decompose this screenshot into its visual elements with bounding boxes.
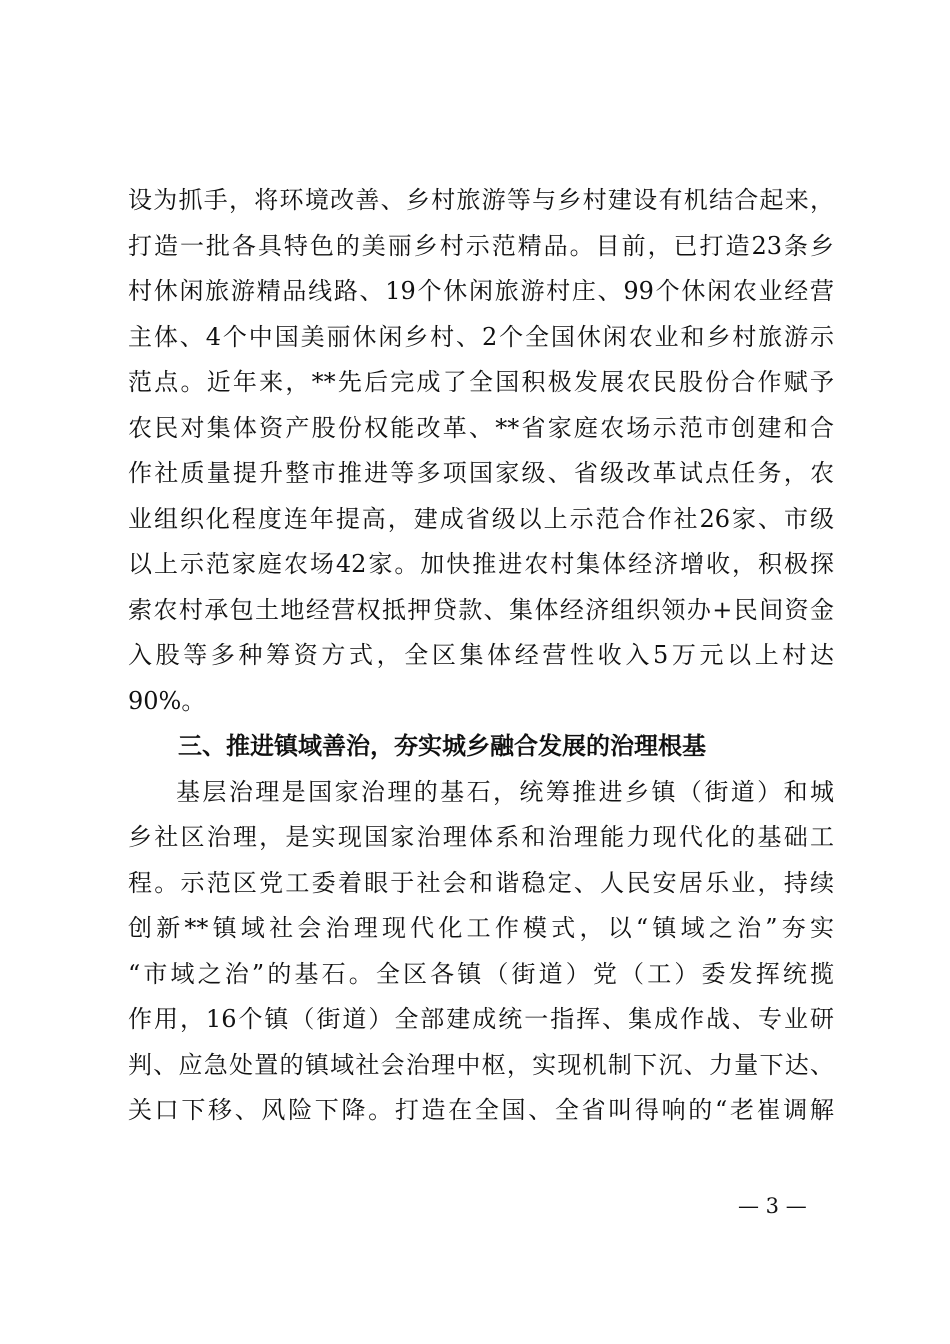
text-line: 业组织化程度连年提高，建成省级以上示范合作社26家、市级	[128, 504, 834, 533]
text-line: “市域之治”的基石。全区各镇（街道）党（工）委发挥统揽	[128, 959, 834, 988]
text-line: 基层治理是国家治理的基石，统筹推进乡镇（街道）和城	[176, 777, 834, 806]
text-line: 判、应急处置的镇域社会治理中枢，实现机制下沉、力量下达、	[128, 1050, 834, 1079]
paragraph-grassroots-governance	[128, 770, 834, 1134]
section-heading: 三、推进镇域善治，夯实城乡融合发展的治理根基	[178, 732, 706, 760]
text-line: 农民对集体资产股份权能改革、**省家庭农场示范市创建和合	[128, 413, 834, 442]
text-line: 作用，16个镇（街道）全部建成统一指挥、集成作战、专业研	[128, 1005, 834, 1033]
text-line: 打造一批各具特色的美丽乡村示范精品。目前，已打造23条乡	[128, 231, 834, 260]
text-line: 村休闲旅游精品线路、19个休闲旅游村庄、99个休闲农业经营	[128, 277, 834, 305]
text-line: 范点。近年来，**先后完成了全国积极发展农民股份合作赋予	[128, 368, 834, 396]
text-line: 创新**镇域社会治理现代化工作模式，以“镇域之治”夯实	[128, 914, 834, 942]
text-line: 主体、4个中国美丽休闲乡村、2个全国休闲农业和乡村旅游示	[128, 322, 834, 351]
document-body	[128, 178, 834, 1134]
text-line: 设为抓手，将环境改善、乡村旅游等与乡村建设有机结合起来，	[128, 186, 834, 214]
text-line: 90%。	[128, 686, 206, 715]
text-line: 关口下移、风险下降。打造在全国、全省叫得响的“老崔调解	[128, 1096, 834, 1124]
paragraph-rural-tourism	[128, 178, 834, 724]
text-line: 程。示范区党工委着眼于社会和谐稳定、人民安居乐业，持续	[128, 868, 834, 897]
text-line: 乡社区治理，是实现国家治理体系和治理能力现代化的基础工	[128, 823, 834, 851]
text-line: 索农村承包土地经营权抵押贷款、集体经济组织领办+民间资金	[128, 595, 834, 624]
text-line: 作社质量提升整市推进等多项国家级、省级改革试点任务，农	[128, 459, 834, 487]
page-number: — 3 —	[738, 1194, 807, 1218]
text-line: 入股等多种筹资方式，全区集体经营性收入5万元以上村达	[128, 641, 834, 669]
text-line: 以上示范家庭农场42家。加快推进农村集体经济增收，积极探	[128, 550, 834, 578]
